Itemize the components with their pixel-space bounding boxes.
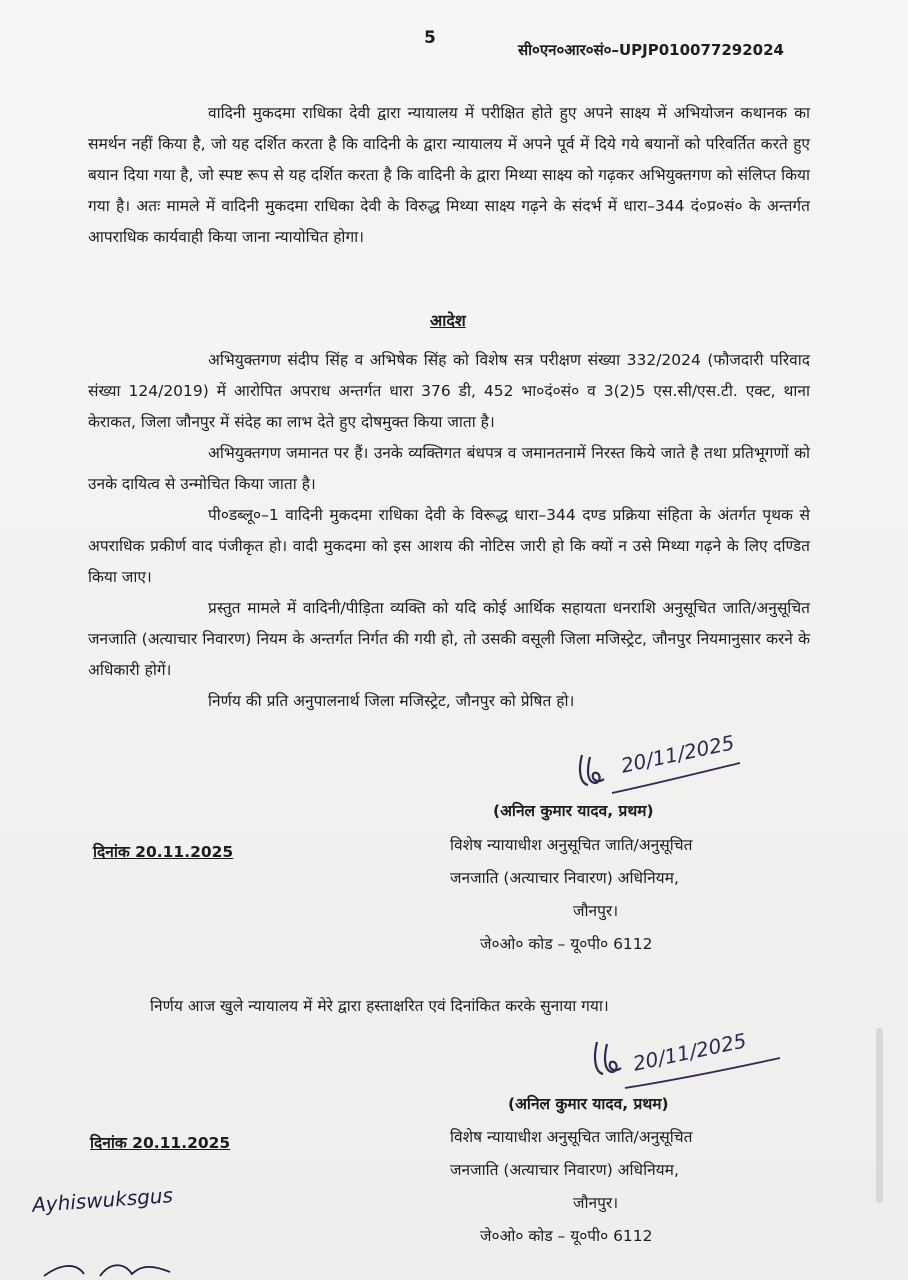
pronouncement-text: निर्णय आज खुले न्यायालय में मेरे द्वारा हस्ताक्षरित एवं दिनांकित करके सुनाया गया। — [150, 997, 609, 1015]
order-section — [88, 345, 810, 717]
order-paragraph-compensation: प्रस्तुत मामले में वादिनी/पीड़िता व्यक्ति को यदि कोई आर्थिक सहायता धनराशि अनुसूचित जाति/अनुसूचित जनजाति (अत्याचार निवारण) नियम के अन्तर्गत निर्गत की गयी हो, तो उसकी वसूली जिला मजिस्ट्रेट, जौनपुर नियमानुसार करने के अधिकारी होगें। — [88, 599, 810, 679]
intro-paragraph — [88, 98, 810, 253]
case-number: सी०एन०आर०सं०–UPJP010077292024 — [518, 41, 784, 59]
designation-1b: जनजाति (अत्याचार निवारण) अधिनियम, — [450, 869, 679, 887]
designation-1a: विशेष न्यायाधीश अनुसूचित जाति/अनुसूचित — [450, 836, 693, 854]
order-heading: आदेश — [430, 311, 466, 330]
handwritten-date-1: 20/11/2025 — [618, 730, 737, 778]
scrollbar[interactable] — [876, 1028, 883, 1203]
judge-name-2: (अनिल कुमार यादव, प्रथम) — [508, 1095, 669, 1113]
designation-2b: जनजाति (अत्याचार निवारण) अधिनियम, — [450, 1161, 679, 1179]
jo-code-1: जे०ओ० कोड – यू०पी० 6112 — [480, 935, 653, 953]
date-label-1: दिनांक 20.11.2025 — [93, 843, 234, 861]
order-paragraph-bail: अभियुक्तगण जमानत पर हैं। उनके व्यक्तिगत बंधपत्र व जमानतनामें निरस्त किये जाते है तथा प्रतिभूगणों को उनके दायित्व से उन्मोचित किया जाता है। — [88, 444, 810, 493]
handwritten-date-2: 20/11/2025 — [630, 1028, 749, 1076]
date-label-2: दिनांक 20.11.2025 — [90, 1134, 231, 1152]
judge-name-1: (अनिल कुमार यादव, प्रथम) — [493, 802, 654, 820]
place-1: जौनपुर। — [573, 902, 619, 920]
jo-code-2: जे०ओ० कोड – यू०पी० 6112 — [480, 1227, 653, 1245]
handwritten-scribble — [40, 1258, 180, 1280]
order-paragraph-acquittal: अभियुक्तगण संदीप सिंह व अभिषेक सिंह को विशेष सत्र परीक्षण संख्या 332/2024 (फौजदारी परिवाद संख्या 124/2019) में आरोपित अपराध अन्तर्गत धारा 376 डी, 452 भा०दं०सं० व 3(2)5 एस.सी/एस.टी. एक्ट, थाना केराकत, जिला जौनपुर में संदेह का लाभ देते हुए दोषमुक्त किया जाता है। — [88, 351, 810, 431]
intro-text: वादिनी मुकदमा राधिका देवी द्वारा न्यायालय में परीक्षित होते हुए अपने साक्ष्य में अभियोजन कथानक का समर्थन नहीं किया है, जो यह दर्शित करता है कि वादिनी के द्वारा न्यायालय में अपने पूर्व में दिये गये बयानों को परिवर्तित करते हुए बयान दिया गया है, जो स्पष्ट रूप से यह दर्शित करता है कि वादिनी के द्वारा मिथ्या साक्ष्य को गढ़कर अभियुक्तगण को संलिप्त किया गया है। अतः मामले में वादिनी मुकदमा राधिका देवी के विरुद्ध मिथ्या साक्ष्य गढ़ने के संदर्भ में धारा–344 दं०प्र०सं० के अन्तर्गत आपराधिक कार्यवाही किया जाना न्यायोचित होगा। — [88, 104, 810, 246]
page-number: 5 — [424, 28, 436, 48]
order-paragraph-copy: निर्णय की प्रति अनुपालनार्थ जिला मजिस्ट्रेट, जौनपुर को प्रेषित हो। — [208, 692, 575, 710]
designation-2a: विशेष न्यायाधीश अनुसूचित जाति/अनुसूचित — [450, 1128, 693, 1146]
place-2: जौनपुर। — [573, 1194, 619, 1212]
handwritten-note: Ayhiswuksgus — [31, 1183, 174, 1217]
order-paragraph-pw1: पी०डब्लू०–1 वादिनी मुकदमा राधिका देवी के विरूद्ध धारा–344 दण्ड प्रक्रिया संहिता के अंतर्गत पृथक से अपराधिक प्रकीर्ण वाद पंजीकृत हो। वादी मुकदमा को इस आशय की नोटिस जारी हो कि क्यों न उसे मिथ्या गढ़ने के लिए दण्डित किया जाए। — [88, 506, 810, 586]
